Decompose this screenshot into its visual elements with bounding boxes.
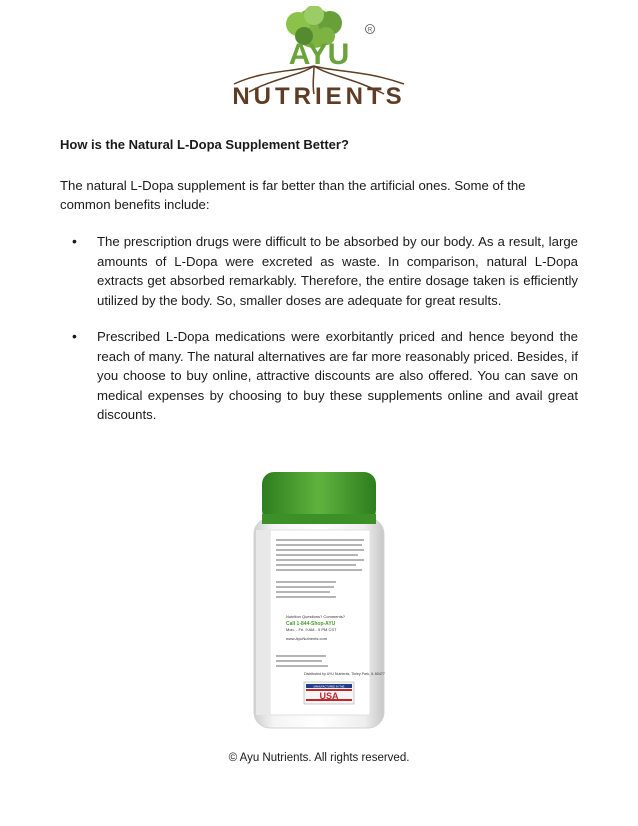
brand-name-top: AYU	[288, 38, 350, 71]
article-heading: How is the Natural L-Dopa Supplement Better?	[60, 137, 349, 152]
benefit-item: • The prescription drugs were difficult to be absorbed by our body. As a result, large amounts of L-Dopa were excreted as waste. In comparison, natural L-Dopa extracts get absorbed remarkably. Therefore, the entire dosage taken is efficiently utilized by the body. So, smaller doses are adequate for great results.	[60, 232, 578, 310]
label-distributor: Distributed by AYU Nutrients, Tinley Park, IL 60477	[304, 672, 385, 676]
ayu-nutrients-logo	[214, 6, 424, 110]
benefit-item: • Prescribed L-Dopa medications were exorbitantly priced and hence beyond the reach of many. The natural alternatives are far more reasonably priced. Besides, if you choose to buy online, attractive discounts are also offered. You can save on medical expenses by choosing to buy these supplements online and avail great discounts.	[60, 327, 578, 425]
registered-mark: R	[367, 27, 373, 34]
made-in-usa-badge	[304, 682, 354, 704]
usa-badge-top: MANUFACTURED IN THE	[313, 685, 345, 689]
benefits-list	[60, 232, 578, 442]
copyright-footer: © Ayu Nutrients. All rights reserved.	[228, 752, 410, 764]
label-phone: Call 1-844-Shop-AYU	[286, 621, 336, 627]
label-hours: Mon. - Fri. 9 AM - 5 PM CST	[286, 627, 337, 632]
usa-badge-text: USA	[319, 691, 339, 701]
barcode	[256, 530, 268, 715]
intro-paragraph: The natural L-Dopa supplement is far better than the artificial ones. Some of the common benefits include:	[60, 178, 526, 212]
supplement-bottle-image	[226, 470, 412, 740]
brand-name-bottom: NUTRIENTS	[232, 83, 406, 110]
label-questions: Nutrition Questions? Comments?	[286, 614, 345, 619]
label-website: www.AyuNutrients.com	[286, 636, 328, 641]
